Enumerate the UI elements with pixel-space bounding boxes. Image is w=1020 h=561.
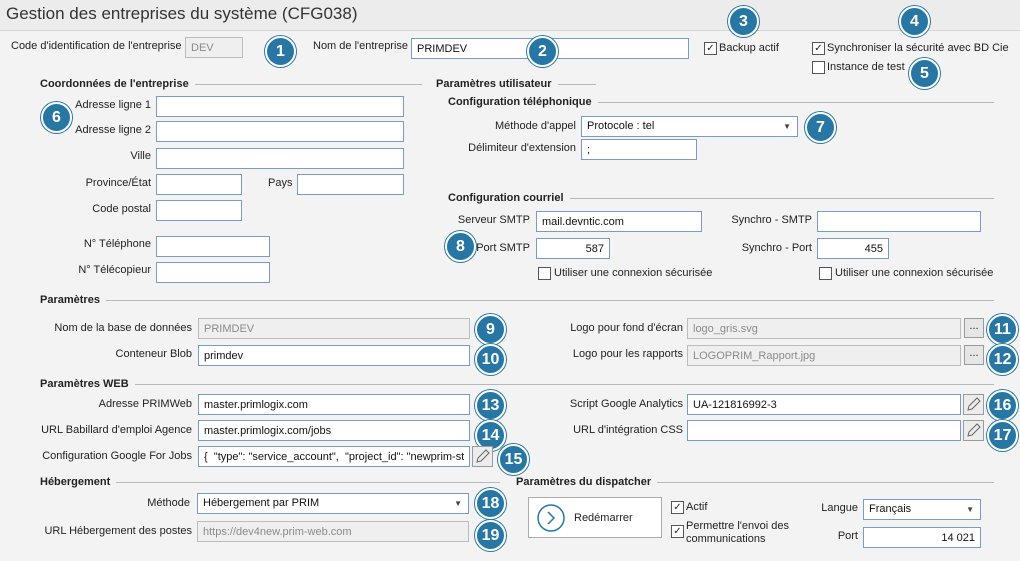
company-code-field[interactable] [185,37,243,58]
fax-field[interactable] [156,262,270,283]
css-url-field[interactable] [687,420,961,441]
sync-port-label: Synchro - Port [741,242,812,254]
smtp-server-field[interactable] [536,211,702,232]
address1-field[interactable] [156,96,404,117]
blob-container-field[interactable] [198,345,470,366]
hosting-method-select[interactable] [197,493,469,514]
google-jobs-edit-button[interactable] [472,446,493,467]
dispatcher-active-checkbox[interactable]: ✓ [671,501,684,514]
allow-communications-label-2: communications [686,533,766,545]
call-method-value: Protocole : tel [587,120,655,132]
css-url-label: URL d'intégration CSS [573,424,683,436]
company-name-label: Nom de l'entreprise [313,40,409,52]
language-value: Français [869,503,912,515]
secure-connection-checkbox-1[interactable] [538,267,551,280]
language-label: Langue [821,502,858,514]
logo-reports-browse-button[interactable]: ... [964,345,984,365]
badge-4: 4 [899,6,930,37]
dispatcher-port-field[interactable] [863,527,981,548]
hosting-method-value: Hébergement par PRIM [203,497,320,509]
phone-label: N° Téléphone [83,238,151,250]
google-jobs-config-label: Configuration Google For Jobs [42,450,192,462]
badge-10: 10 [475,344,506,375]
chevron-down-icon: ▼ [966,505,974,514]
window-title: Gestion des entreprises du système (CFG038) [6,4,358,23]
analytics-script-label: Script Google Analytics [569,398,683,410]
badge-16: 16 [987,390,1018,421]
hosting-section-title: Hébergement [40,476,116,488]
chevron-down-icon: ▼ [454,499,462,508]
badge-14: 14 [475,420,506,451]
pencil-icon [964,395,983,414]
badge-18: 18 [475,488,506,519]
sync-smtp-label: Synchro - SMTP [731,214,812,226]
mail-config-title: Configuration courriel [448,192,570,204]
params-section-title: Paramètres [40,294,106,306]
company-code-label: Code d'identification de l'entreprise [11,40,182,52]
db-name-label: Nom de la base de données [54,322,192,334]
coords-section-title: Coordonnées de l'entreprise [40,78,195,90]
analytics-edit-button[interactable] [963,394,984,415]
db-name-field[interactable] [198,318,470,339]
phone-config-title: Configuration téléphonique [448,96,598,108]
badge-12: 12 [987,344,1018,375]
restart-button[interactable] [528,497,662,538]
address1-label: Adresse ligne 1 [75,99,151,111]
css-edit-button[interactable] [963,420,984,441]
badge-15: 15 [498,444,529,475]
badge-1: 1 [265,36,296,67]
sync-port-field[interactable] [817,238,889,259]
test-instance-label: Instance de test [827,61,905,73]
primweb-address-label: Adresse PRIMWeb [98,398,192,410]
smtp-server-label: Serveur SMTP [457,214,530,226]
logo-background-browse-button[interactable]: ... [964,318,984,338]
sync-smtp-field[interactable] [817,211,981,232]
web-section-title: Paramètres WEB [40,378,135,390]
jobs-board-url-field[interactable] [198,420,470,441]
hosting-url-label: URL Hébergement des postes [44,525,192,537]
backup-label: Backup actif [719,42,779,54]
secure-connection-label-2: Utiliser une connexion sécurisée [835,267,994,279]
jobs-board-url-label: URL Babillard d'emploi Agence [41,424,192,436]
blob-container-label: Conteneur Blob [115,348,192,360]
address2-label: Adresse ligne 2 [75,124,151,136]
dispatcher-section-title: Paramètres du dispatcher [516,476,657,488]
restart-label: Redémarrer [574,512,633,524]
hosting-url-field[interactable] [197,521,469,542]
country-field[interactable] [297,174,404,195]
analytics-script-field[interactable] [687,394,961,415]
badge-11: 11 [987,314,1018,345]
badge-17: 17 [987,420,1018,451]
web-rule [40,384,994,385]
allow-communications-label-1: Permettre l'envoi des [686,520,789,532]
sync-security-label: Synchroniser la sécurité avec BD Cie [827,42,1009,54]
city-label: Ville [130,150,151,162]
google-jobs-config-field[interactable] [198,446,470,467]
call-method-select[interactable] [581,116,798,137]
call-method-label: Méthode d'appel [495,120,576,132]
pencil-icon [473,447,492,466]
address2-field[interactable] [156,121,404,142]
dispatcher-active-label: Actif [686,501,708,513]
pencil-icon [964,421,983,440]
primweb-address-field[interactable] [198,394,470,415]
badge-8: 8 [445,231,476,262]
smtp-port-label: Port SMTP [476,242,530,254]
badge-9: 9 [475,314,506,345]
backup-checkbox[interactable]: ✓ [704,42,717,55]
badge-6: 6 [41,102,72,133]
user-params-section-title: Paramètres utilisateur [436,78,558,90]
ext-delimiter-label: Délimiteur d'extension [468,142,576,154]
secure-connection-label-1: Utiliser une connexion sécurisée [554,267,713,279]
postal-code-label: Code postal [92,203,151,215]
province-label: Province/État [85,177,151,189]
secure-connection-checkbox-2[interactable] [819,267,832,280]
allow-communications-checkbox[interactable]: ✓ [671,525,684,538]
badge-5: 5 [909,58,940,89]
fax-label: N° Télécopieur [78,264,151,276]
dispatcher-port-label: Port [837,530,858,542]
badge-3: 3 [728,6,759,37]
country-label: Pays [268,177,293,189]
badge-7: 7 [805,112,836,143]
smtp-port-field[interactable] [536,238,610,259]
params-rule [40,300,994,301]
logo-background-field[interactable] [687,318,961,339]
test-instance-checkbox[interactable] [812,61,825,74]
badge-13: 13 [475,390,506,421]
province-field[interactable] [156,174,242,195]
city-field[interactable] [156,148,404,169]
language-select[interactable] [863,499,981,520]
hosting-method-label: Méthode [147,497,190,509]
logo-reports-label: Logo pour les rapports [572,348,683,360]
sync-security-checkbox[interactable]: ✓ [812,42,825,55]
badge-19: 19 [475,520,506,551]
phone-field[interactable] [156,236,270,257]
badge-2: 2 [527,36,558,67]
chevron-down-icon: ▼ [783,122,791,131]
logo-background-label: Logo pour fond d'écran [570,322,683,334]
postal-code-field[interactable] [156,200,242,221]
restart-icon [536,503,566,533]
ext-delimiter-field[interactable] [581,139,697,160]
logo-reports-field[interactable] [687,345,961,366]
